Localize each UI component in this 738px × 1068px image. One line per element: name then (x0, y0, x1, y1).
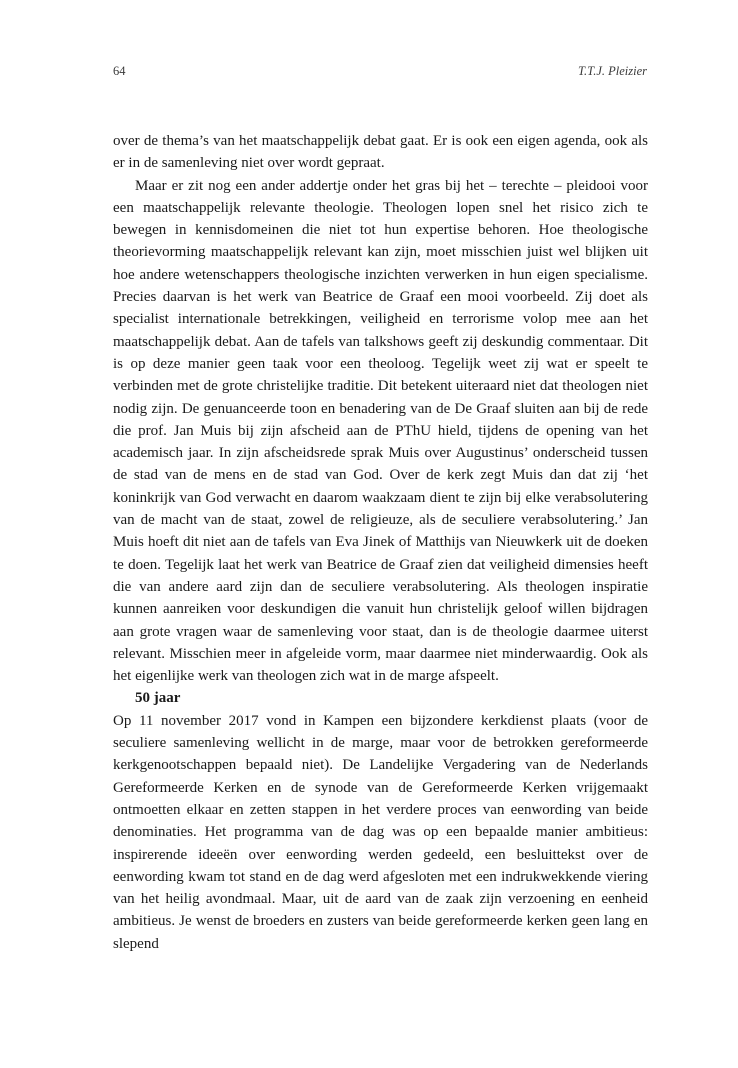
page-number: 64 (113, 64, 126, 78)
paragraph: Maar er zit nog een ander addertje onder het gras bij het – terechte – pleidooi voor een maatschappelijk relevante theologie. Theologen lopen snel het risico zich te bewegen in kennisdomeinen die niet tot hun expertise behoren. Hoe theologische theorievorming maatschappelijk relevant kan zijn, moet misschien juist wel blijken uit hoe andere wetenschappers theologische inzichten verwerken in hun eigen specialisme. Precies daarvan is het werk van Beatrice de Graaf een mooi voorbeeld. Zij doet als specialist internationale betrekkingen, veiligheid en terrorisme volop mee aan het maatschappelijk debat. Aan de tafels van talkshows geeft zij deskundig commentaar. Dit is op deze manier geen taak voor een theoloog. Tegelijk weet zij wat er speelt te verbinden met de grote christelijke traditie. Dit betekent uiteraard niet dat theologen niet nodig zijn. De genuanceerde toon en benadering van de De Graaf sluiten aan bij de rede die prof. Jan Muis bij zijn afscheid aan de PThU hield, tijdens de opening van het academisch jaar. In zijn afscheidsrede sprak Muis over Augustinus’ onderscheid tussen de stad van de mens en de stad van God. Over de kerk zegt Muis dan dat zij ‘het koninkrijk van God verwacht en daarom waakzaam dient te zijn bij elke verabsolutering van de macht van de staat, zowel de religieuze, als de seculiere verabsolutering.’ Jan Muis hoeft dit niet aan de tafels van Eva Jinek of Matthijs van Nieuwkerk uit de doeken te doen. Tegelijk laat het werk van Beatrice de Graaf zien dat veiligheid dimensies heeft die van andere aard zijn dan de seculiere verabsolutering. Als theologen inspiratie kunnen aanreiken voor deskundigen die vanuit hun christelijk geloof willen bijdragen aan grote vragen waar de samenleving voor staat, dan is de theologie daarmee uiterst relevant. Misschien meer in afgeleide vorm, maar daarmee niet minderwaardig. Ook als het eigenlijke werk van theologen zich wat in de marge afspeelt. (113, 177, 648, 685)
section-heading: 50 jaar (135, 690, 181, 707)
paragraph: Op 11 november 2017 vond in Kampen een bijzondere kerkdienst plaats (voor de seculiere samenleving wellicht in de marge, maar voor de betrokken gereformeerde kerkgenootschappen bepaald niet). De Landelijke Vergadering van de Nederlands Gereformeerde Kerken en de synode van de Gereformeerde Kerken vrijgemaakt ontmoetten elkaar en zetten stappen in het verdere proces van eenwording van beide denominaties. Het programma van de dag was op een bepaalde manier ambitieus: inspirerende ideeën over eenwording werden gedeeld, een besluittekst over de eenwording kwam tot stand en de dag werd afgesloten met een indrukwekkende viering van het heilig avondmaal. Maar, uit de aard van de zaak zijn verzoening en eenheid ambitieus. Je wenst de broeders en zusters van beide gereformeerde kerken geen lang en slepend (113, 712, 648, 952)
body-text (113, 130, 648, 955)
running-head-author: T.T.J. Pleizier (578, 64, 647, 78)
running-head (113, 64, 647, 79)
paragraph-continued: over de thema’s van het maatschappelijk debat gaat. Er is ook een eigen agenda, ook als er in de samenleving niet over wordt gepraat. (113, 133, 648, 172)
